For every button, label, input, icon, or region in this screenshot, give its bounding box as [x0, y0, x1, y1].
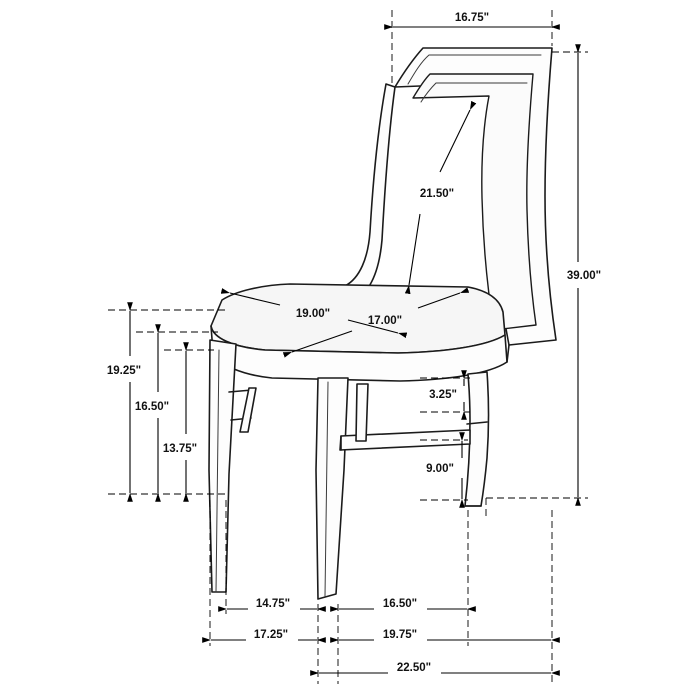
dim-label-seat-height-left: 19.25": [106, 365, 142, 377]
chair-back-left-stile: [345, 84, 395, 302]
dim-label-back-width: 16.75": [454, 12, 490, 24]
chair-seat-top: [211, 284, 505, 353]
chair-center-brace: [356, 384, 368, 441]
dim-label-overall-depth: 22.50": [396, 662, 432, 674]
chair-front-left-leg: [209, 340, 236, 592]
dim-label-rear-depth: 16.50": [382, 598, 418, 610]
dim-label-back-height: 21.50": [419, 188, 455, 200]
dim-label-base-left: 17.25": [253, 629, 289, 641]
dim-label-seat-depth: 19.00": [295, 308, 331, 320]
dimline-back-height: [440, 110, 470, 172]
chair-left-brace: [240, 388, 256, 432]
dim-label-front-leg-offset: 14.75": [255, 598, 291, 610]
dim-label-seat-width: 17.00": [367, 315, 403, 327]
dim-label-seat-height-mid: 16.50": [134, 401, 170, 413]
dim-label-stretcher-height: 9.00": [426, 463, 454, 475]
dimline-back-height-2: [409, 214, 420, 285]
chair-seat-apron-right-edge: [507, 345, 509, 362]
dim-label-overall-height: 39.00": [566, 270, 602, 282]
dim-label-rail-thickness: 3.25": [429, 389, 457, 401]
dim-label-apron-height: 13.75": [162, 443, 198, 455]
chair-front-right-leg: [316, 378, 348, 599]
dim-label-base-right: 19.75": [382, 629, 418, 641]
